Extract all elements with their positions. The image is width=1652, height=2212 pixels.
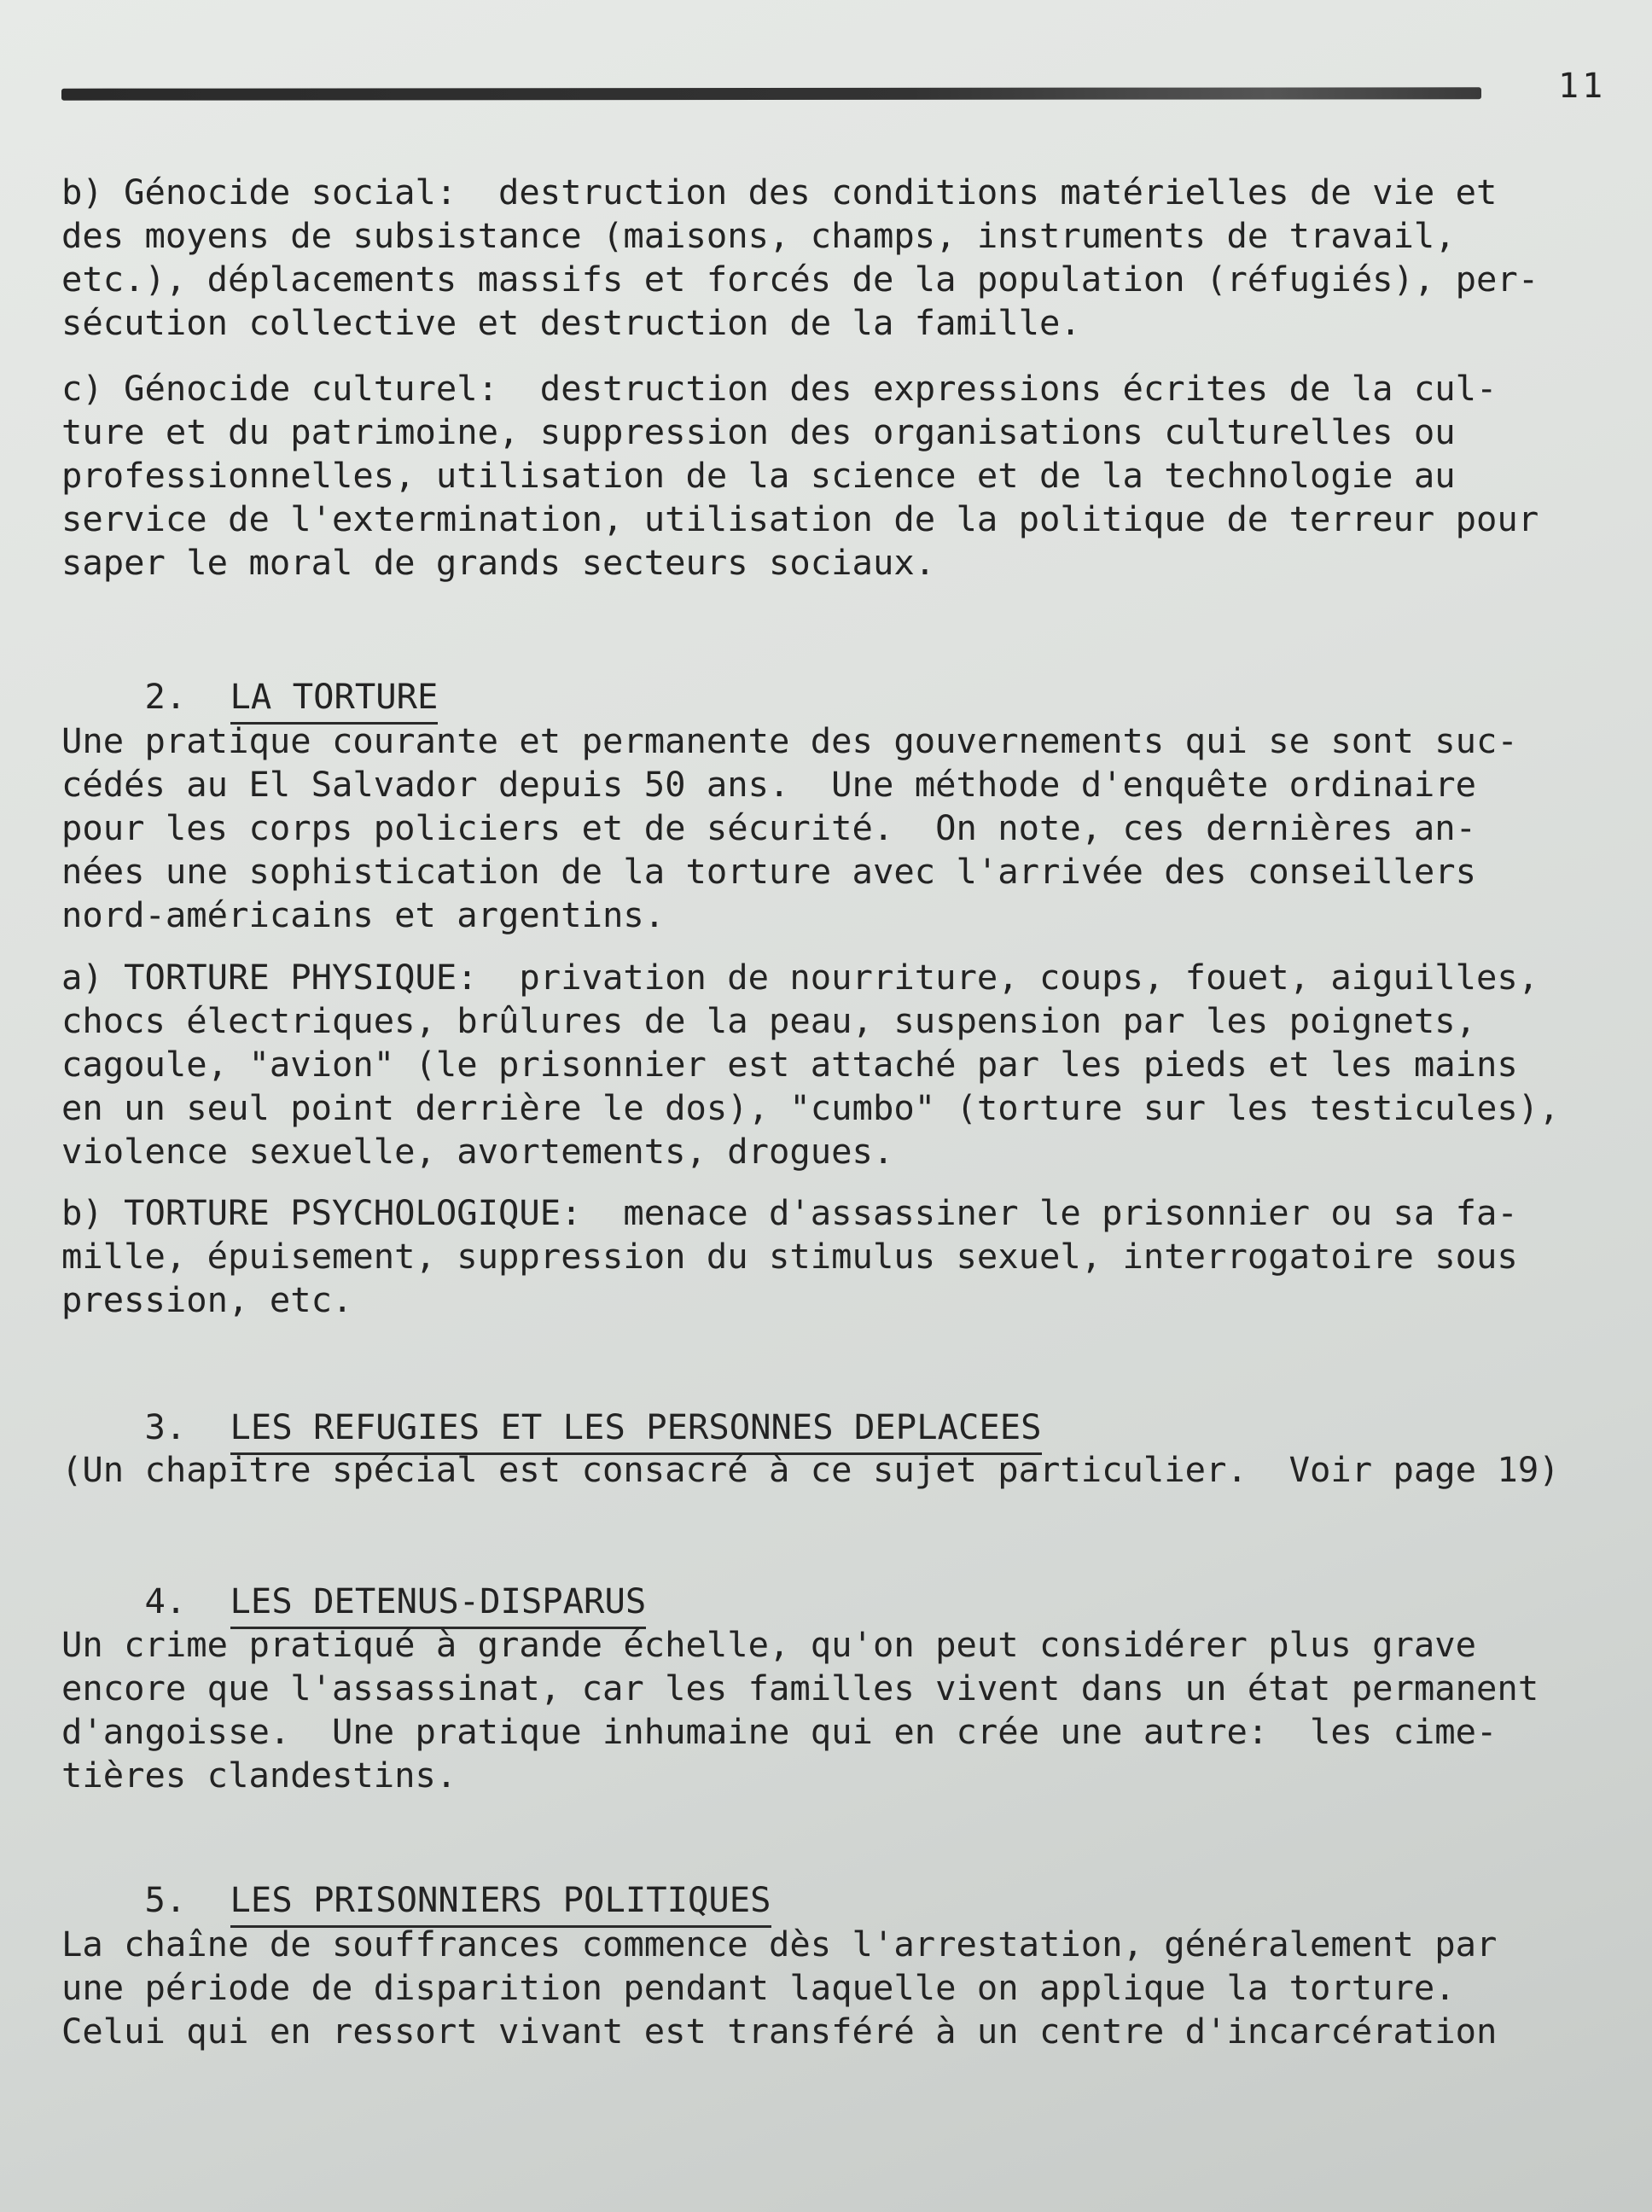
text-line: professionnelles, utilisation de la science et de la technologie au — [61, 455, 1456, 496]
text-line: tières clandestins. — [61, 1755, 457, 1796]
section-number: 2. — [144, 676, 187, 717]
text-line: c) Génocide culturel: destruction des expressions écrites de la cul- — [61, 368, 1498, 409]
text-line: Une pratique courante et permanente des gouvernements qui se sont suc- — [61, 720, 1518, 761]
paragraph-torture-physique — [61, 956, 1614, 1173]
text-line: des moyens de subsistance (maisons, champs, instruments de travail, — [61, 215, 1456, 256]
text-line: chocs électriques, brûlures de la peau, suspension par les poignets, — [61, 1000, 1477, 1041]
text-line: cagoule, "avion" (le prisonnier est attaché par les pieds et les mains — [61, 1044, 1518, 1085]
section-number: 3. — [144, 1406, 187, 1447]
paragraph-torture-intro — [61, 719, 1614, 937]
text-line: nord-américains et argentins. — [61, 894, 666, 935]
paragraph-genocide-culturel — [61, 367, 1614, 585]
text-line: violence sexuelle, avortements, drogues. — [61, 1131, 894, 1172]
paragraph-refugies — [61, 1448, 1614, 1492]
text-line: pour les corps policiers et de sécurité. On note, ces dernières an- — [61, 807, 1477, 848]
text-line: mille, épuisement, suppression du stimulus sexuel, interrogatoire sous — [61, 1236, 1518, 1277]
text-line: encore que l'assassinat, car les familles vivent dans un état permanent — [61, 1668, 1539, 1708]
header-rule — [61, 87, 1481, 100]
text-line: b) TORTURE PSYCHOLOGIQUE: menace d'assassiner le prisonnier ou sa fa- — [61, 1192, 1518, 1233]
text-line: cédés au El Salvador depuis 50 ans. Une méthode d'enquête ordinaire — [61, 764, 1477, 805]
text-line: une période de disparition pendant laquelle on applique la torture. — [61, 1967, 1456, 2008]
section-title: LES DETENUS-DISPARUS — [230, 1580, 647, 1629]
section-title: LA TORTURE — [230, 675, 439, 725]
text-line: Celui qui en ressort vivant est transféré à un centre d'incarcération — [61, 2011, 1498, 2052]
section-title: LES REFUGIES ET LES PERSONNES DEPLACEES — [230, 1406, 1042, 1455]
paragraph-detenus — [61, 1623, 1614, 1797]
text-line: nées une sophistication de la torture avec l'arrivée des conseillers — [61, 851, 1477, 892]
text-line: saper le moral de grands secteurs sociaux. — [61, 542, 936, 583]
section-number: 5. — [144, 1879, 187, 1920]
text-line: pression, etc. — [61, 1279, 353, 1320]
text-line: b) Génocide social: destruction des conditions matérielles de vie et — [61, 172, 1498, 212]
page-number: 11 — [1558, 67, 1607, 106]
text-line: en un seul point derrière le dos), "cumbo" (torture sur les testicules), — [61, 1087, 1560, 1128]
text-line: ture et du patrimoine, suppression des organisations culturelles ou — [61, 411, 1456, 452]
paragraph-prisonniers — [61, 1923, 1614, 2053]
text-line: Un crime pratiqué à grande échelle, qu'on peut considérer plus grave — [61, 1624, 1477, 1665]
section-number: 4. — [144, 1580, 187, 1621]
text-line: a) TORTURE PHYSIQUE: privation de nourriture, coups, fouet, aiguilles, — [61, 957, 1539, 998]
text-line: d'angoisse. Une pratique inhumaine qui en crée une autre: les cime- — [61, 1711, 1498, 1752]
text-line: (Un chapitre spécial est consacré à ce sujet particulier. Voir page 19) — [61, 1449, 1560, 1490]
text-line: La chaîne de souffrances commence dès l'arrestation, généralement par — [61, 1924, 1498, 1965]
text-line: etc.), déplacements massifs et forcés de la population (réfugiés), per- — [61, 259, 1539, 300]
section-title: LES PRISONNIERS POLITIQUES — [230, 1878, 771, 1928]
paragraph-torture-psychologique — [61, 1191, 1614, 1322]
paragraph-genocide-social — [61, 171, 1614, 345]
text-line: service de l'extermination, utilisation de la politique de terreur pour — [61, 498, 1539, 539]
text-line: sécution collective et destruction de la famille. — [61, 302, 1081, 343]
